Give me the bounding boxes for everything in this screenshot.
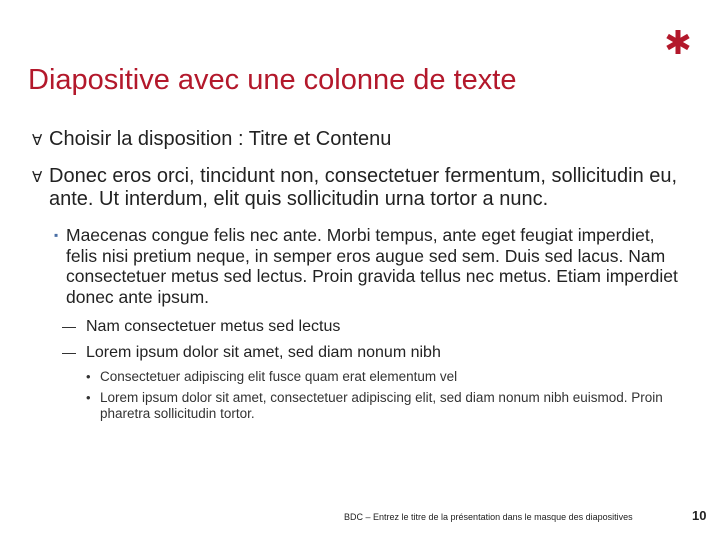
bullet-level2-text: Maecenas congue felis nec ante. Morbi tempus, ante eget feugiat imperdiet, felis nisi pretium neque, in semper eros augue sed sem. Duis sed lacus. Nam consectetuer metus sed lectus. Proin gravida tellus nec metus. Etiam imperdiet donec ante ipsum.	[66, 225, 678, 307]
bullet-level3-text: Lorem ipsum dolor sit amet, sed diam nonum nibh	[86, 344, 441, 361]
bullet-level1-text: Choisir la disposition : Titre et Contenu	[49, 128, 392, 150]
footer-text: BDC – Entrez le titre de la présentation dans le masque des diapositives	[344, 512, 633, 522]
dot-bullet-icon: •	[86, 389, 91, 405]
bullet-level4-text: Lorem ipsum dolor sit amet, consectetuer adipiscing elit, sed diam nonum nibh euismod. Proin pharetra sollicitudin tortor.	[100, 389, 663, 421]
bullet-level1-item	[32, 165, 682, 211]
bullet-level1-text: Donec eros orci, tincidunt non, consectetuer fermentum, sollicitudin eu, ante. Ut interdum, elit quis sollicitudin urna tortor a nunc.	[49, 165, 678, 210]
bullet-level4-text: Consectetuer adipiscing elit fusce quam erat elementum vel	[100, 369, 458, 384]
page-number: 10	[692, 508, 707, 523]
em-dash-icon: —	[62, 344, 76, 360]
bullet-level4-item	[86, 390, 682, 423]
bullet-level3-item	[54, 317, 682, 336]
square-bullet-icon: ▪	[54, 228, 59, 242]
bullet-level4-item	[86, 369, 682, 386]
bullet-level2-item	[54, 225, 682, 307]
check-arrow-icon: ∀	[32, 169, 43, 186]
dot-bullet-icon: •	[86, 369, 91, 384]
slide-body	[32, 128, 682, 427]
check-arrow-icon: ∀	[32, 132, 43, 149]
bullet-level1-item	[32, 128, 682, 151]
em-dash-icon: —	[62, 318, 76, 334]
slide-title: Diapositive avec une colonne de texte	[28, 64, 517, 96]
asterisk-logo-icon	[664, 28, 692, 56]
bullet-level3-item	[54, 343, 682, 362]
bullet-level3-text: Nam consectetuer metus sed lectus	[86, 318, 341, 335]
